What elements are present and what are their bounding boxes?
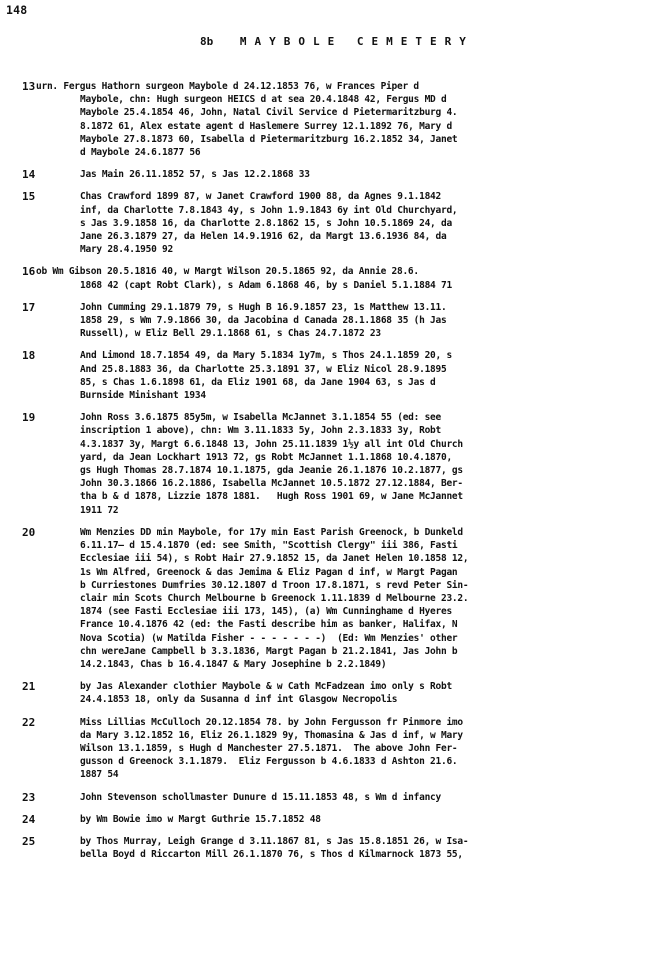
inscription-text [80,716,640,782]
inscription-number: 18 [22,349,36,363]
inscription-line: 1868 42 (capt Robt Clark), s Adam 6.1868 46, by s Daniel 5.1.1884 71 [80,279,452,291]
inscription-entry [0,716,648,782]
inscription-text [80,301,640,341]
inscription-line: Maybole, chn: Hugh surgeon HEICS d at sea 20.4.1848 42, Fergus MD d [80,94,447,106]
inscription-line: gusson d Greenock 3.1.1879. Eliz Fergusson b 4.6.1833 d Ashton 21.6. [80,756,458,768]
inscription-list [0,80,648,870]
inscription-line: 1911 72 [80,504,119,516]
inscription-number: 25 [22,834,36,848]
inscription-line: Burnside Minishant 1934 [80,390,206,402]
inscription-line: d Maybole 24.6.1877 56 [80,147,201,159]
inscription-line: Maybole 27.8.1873 60, Isabella d Pietermaritzburg 16.2.1852 34, Janet [80,133,458,145]
inscription-line: yard, da Jean Lockhart 1913 72, gs Robt McJannet 1.1.1868 10.4.1870, [80,451,452,463]
inscription-text [36,265,596,291]
inscription-text [80,791,640,804]
inscription-entry [0,835,648,861]
inscription-entry [0,411,648,517]
inscription-line: ob Wm Gibson 20.5.1816 40, w Margt Wilson 20.5.1865 92, da Annie 28.6. [36,266,419,278]
inscription-entry [0,265,648,291]
inscription-text [80,680,640,706]
inscription-line: 85, s Chas 1.6.1898 61, da Eliz 1901 68, da Jane 1904 63, s Jas d [80,376,436,388]
inscription-line: Miss Lillias McCulloch 20.12.1854 78. by John Fergusson fr Pinmore imo [80,716,463,728]
inscription-entry [0,190,648,256]
inscription-number: 23 [22,790,36,804]
page-number: 148 [6,3,28,17]
inscription-line: 24.4.1853 18, only da Susanna d inf int Glasgow Necropolis [80,694,398,706]
inscription-line: da Mary 3.12.1852 16, Eliz 26.1.1829 9y, Thomasina & Jas d inf, w Mary [80,729,463,741]
inscription-entry [0,813,648,826]
running-head [200,35,474,48]
inscription-line: s Jas 3.9.1858 16, da Charlotte 2.8.1862 15, s John 10.5.1869 24, da [80,217,452,229]
inscription-line: 14.2.1843, Chas b 16.4.1847 & Mary Josephine b 2.2.1849) [80,658,387,670]
section-number: 8b [200,35,214,48]
inscription-line: John Stevenson schollmaster Dunure d 15.11.1853 48, s Wm d infancy [80,791,441,803]
inscription-line: by Thos Murray, Leigh Grange d 3.11.1867 81, s Jas 15.8.1851 26, w Isa- [80,835,469,847]
cemetery-title: MAYBOLE CEMETERY [239,35,474,48]
inscription-line: Ecclesiae iii 54), s Robt Hair 27.9.1852 15, da Janet Helen 10.1858 12, [80,553,469,565]
inscription-number: 20 [22,525,36,539]
inscription-line: Chas Crawford 1899 87, w Janet Crawford 1900 88, da Agnes 9.1.1842 [80,191,441,203]
inscription-line: Mary 28.4.1950 92 [80,244,173,256]
inscription-entry [0,80,648,159]
inscription-line: John 30.3.1866 16.2.1886, Isabella McJannet 10.5.1872 27.12.1884, Ber- [80,478,463,490]
inscription-line: 1887 54 [80,769,119,781]
inscription-text [80,190,640,256]
inscription-line: John Cumming 29.1.1879 79, s Hugh B 16.9.1857 23, 1s Matthew 13.11. [80,301,447,313]
inscription-line: Maybole 25.4.1854 46, John, Natal Civil Service d Pietermaritzburg 4. [80,107,458,119]
inscription-entry [0,680,648,706]
inscription-number: 22 [22,715,36,729]
inscription-number: 15 [22,190,36,204]
inscription-line: Jane 26.3.1879 27, da Helen 14.9.1916 62, da Margt 13.6.1936 84, da [80,231,447,243]
inscription-line: inf, da Charlotte 7.8.1843 4y, s John 1.9.1843 6y int Old Churchyard, [80,204,458,216]
inscription-number: 21 [22,680,36,694]
inscription-number: 16 [22,265,36,279]
inscription-text [80,168,640,181]
inscription-line: Russell), w Eliz Bell 29.1.1868 61, s Chas 24.7.1872 23 [80,328,381,340]
inscription-line: gs Hugh Thomas 28.7.1874 10.1.1875, gda Jeanie 26.1.1876 10.2.1877, gs [80,465,463,477]
inscription-number: 24 [22,812,36,826]
inscription-line: France 10.4.1876 42 (ed: the Fasti describe him as banker, Halifax, N [80,619,458,631]
inscription-text [80,349,640,402]
inscription-line: 1874 (see Fasti Ecclesiae iii 173, 145), (a) Wm Cunninghame d Hyeres [80,606,452,618]
inscription-line: by Jas Alexander clothier Maybole & w Cath McFadzean imo only s Robt [80,681,452,693]
inscription-text [80,835,640,861]
inscription-line: Wilson 13.1.1859, s Hugh d Manchester 27.5.1871. The above John Fer- [80,742,458,754]
inscription-text [80,526,640,671]
inscription-number: 19 [22,411,36,425]
inscription-text [80,411,640,517]
inscription-line: Jas Main 26.11.1852 57, s Jas 12.2.1868 33 [80,169,310,181]
inscription-line: And Limond 18.7.1854 49, da Mary 5.1834 1y7m, s Thos 24.1.1859 20, s [80,350,452,362]
inscription-line: inscription 1 above), chn: Wm 3.11.1833 5y, John 2.3.1833 3y, Robt [80,425,441,437]
inscription-entry [0,526,648,671]
inscription-line: bella Boyd d Riccarton Mill 26.1.1870 76, s Thos d Kilmarnock 1873 55, [80,849,463,861]
inscription-entry [0,791,648,804]
inscription-entry [0,168,648,181]
inscription-line: Wm Menzies DD min Maybole, for 17y min East Parish Greenock, b Dunkeld [80,526,463,538]
inscription-text [36,80,596,159]
inscription-text [80,813,640,826]
inscription-line: Nova Scotia) (w Matilda Fisher - - - - - - -) (Ed: Wm Menzies' other [80,632,458,644]
inscription-number: 14 [22,168,36,182]
inscription-line: 4.3.1837 3y, Margt 6.6.1848 13, John 25.11.1839 1½y all int Old Church [80,438,463,450]
inscription-line: urn. Fergus Hathorn surgeon Maybole d 24.12.1853 76, w Frances Piper d [36,81,419,92]
inscription-number: 17 [22,300,36,314]
inscription-line: 1s Wm Alfred, Greenock & das Jemima & Eliz Pagan d inf, w Margt Pagan [80,566,458,578]
inscription-number: 13 [22,80,36,93]
inscription-line: tha b & d 1878, Lizzie 1878 1881. Hugh Ross 1901 69, w Jane McJannet [80,491,463,503]
inscription-line: chn wereJane Campbell b 3.3.1836, Margt Pagan b 21.2.1841, Jas John b [80,645,458,657]
inscription-line: 1858 29, s Wm 7.9.1866 30, da Jacobina d Canada 28.1.1868 35 (h Jas [80,315,447,327]
inscription-line: 8.1872 61, Alex estate agent d Haslemere Surrey 12.1.1892 76, Mary d [80,120,452,132]
inscription-line: clair min Scots Church Melbourne b Greenock 1.11.1839 d Melbourne 23.2. [80,592,469,604]
inscription-entry [0,301,648,341]
inscription-line: by Wm Bowie imo w Margt Guthrie 15.7.1852 48 [80,813,321,825]
inscription-entry [0,349,648,402]
inscription-line: John Ross 3.6.1875 85y5m, w Isabella McJannet 3.1.1854 55 (ed: see [80,412,441,424]
inscription-line: And 25.8.1883 36, da Charlotte 25.3.1891 37, w Eliz Nicol 28.9.1895 [80,363,447,375]
inscription-line: b Curriestones Dumfries 30.12.1807 d Troon 17.8.1871, s revd Peter Sin- [80,579,469,591]
inscription-line: 6.11.17— d 15.4.1870 (ed: see Smith, "Scottish Clergy" iii 386, Fasti [80,540,458,552]
